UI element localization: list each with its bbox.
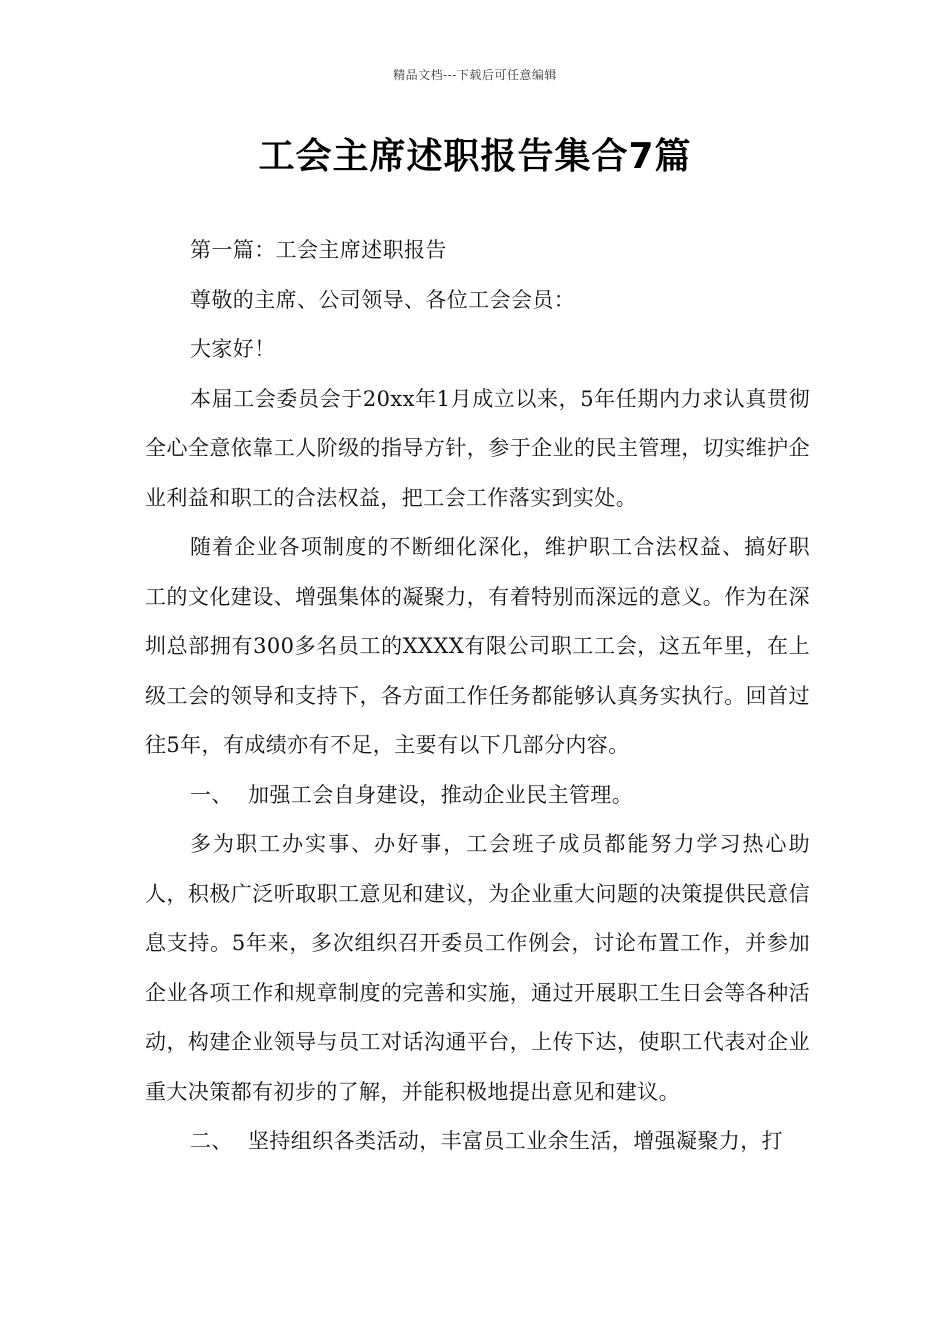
section-heading-text: 坚持组织各类活动，丰富员工业余生活，增强凝聚力，打 bbox=[248, 1129, 783, 1153]
section-heading bbox=[145, 1117, 810, 1167]
document-title: 工会主席述职报告集合7篇 bbox=[258, 136, 692, 177]
salutation: 尊敬的主席、公司领导、各位工会会员： bbox=[190, 287, 576, 312]
section-heading-text: 加强工会自身建设，推动企业民主管理。 bbox=[248, 782, 634, 807]
section-number: 二、 bbox=[190, 1129, 233, 1153]
paragraph: 多为职工办实事、办好事，工会班子成员都能努力学习热心助人，积极广泛听取职工意见和建议，为企业重大问题的决策提供民意信息支持。5年来，多次组织召开委员工作例会，讨论布置工作，并参加企业各项工作和规章制度的完善和实施，通过开展职工生日会等各种活动，构建企业领导与员工对话沟通平台，上传下达，使职工代表对企业重大决策都有初步的了解，并能积极地提出意见和建议。 bbox=[145, 832, 810, 1104]
paragraph: 随着企业各项制度的不断细化深化，维护职工合法权益、搞好职工的文化建设、增强集体的凝聚力，有着特别而深远的意义。作为在深圳总部拥有300多名员工的XXXX有限公司职工工会，这五年里，在上级工会的领导和支持下，各方面工作任务都能够认真务实执行。回首过往5年，有成绩亦有不足，主要有以下几部分内容。 bbox=[145, 535, 810, 757]
section-number: 一、 bbox=[190, 782, 233, 807]
header-note: 精品文档---下载后可任意编辑 bbox=[393, 68, 557, 82]
document-body bbox=[145, 226, 810, 1167]
section-heading bbox=[145, 771, 810, 821]
chapter-heading: 第一篇：工会主席述职报告 bbox=[190, 238, 447, 262]
greeting: 大家好！ bbox=[190, 337, 276, 361]
paragraph: 本届工会委员会于20xx年1月成立以来，5年任期内力求认真贯彻全心全意依靠工人阶级的指导方针，参于企业的民主管理，切实维护企业利益和职工的合法权益，把工会工作落实到实处。 bbox=[145, 386, 810, 510]
